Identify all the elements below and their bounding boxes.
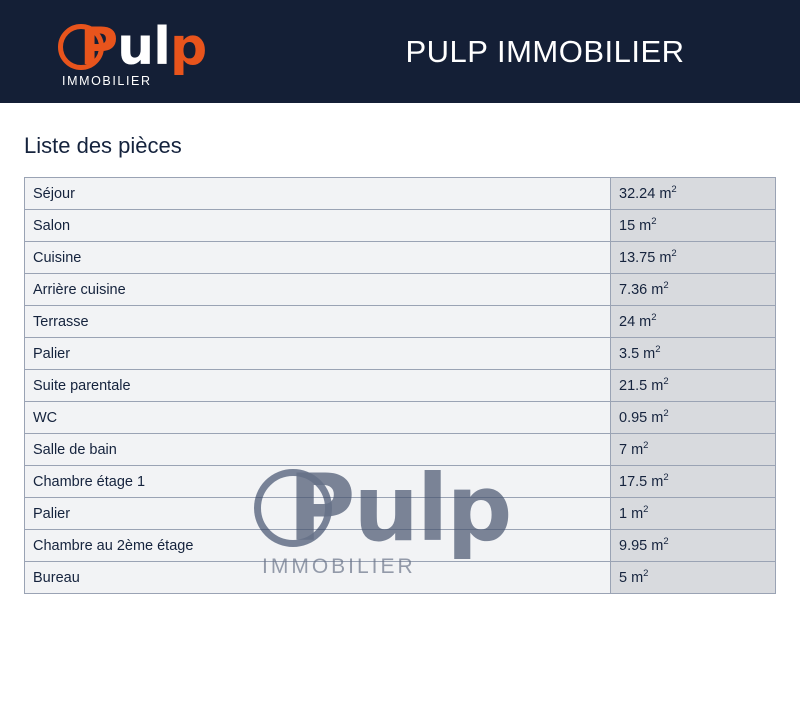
room-area-value: 3.5 m: [619, 345, 656, 362]
room-area-cell: [611, 434, 776, 466]
room-area-unit-exponent: 2: [655, 343, 661, 355]
room-area-cell: [611, 242, 776, 274]
room-area-cell: [611, 466, 776, 498]
room-name-cell: WC: [25, 402, 611, 434]
room-area-unit-exponent: 2: [651, 311, 657, 323]
room-name-cell: Arrière cuisine: [25, 274, 611, 306]
room-area-unit-exponent: 2: [643, 439, 649, 451]
watermark-letters-ul: ul: [353, 455, 447, 562]
room-name-cell: Salle de bain: [25, 434, 611, 466]
room-area-value: 32.24 m: [619, 185, 672, 202]
room-name-cell: Salon: [25, 210, 611, 242]
room-name-cell: Palier: [25, 338, 611, 370]
room-area-cell: [611, 306, 776, 338]
room-area-cell: [611, 370, 776, 402]
room-area-unit-exponent: 2: [651, 215, 657, 227]
table-row: [25, 530, 776, 562]
table-row: [25, 498, 776, 530]
room-name-cell: Bureau: [25, 562, 611, 594]
room-area-unit-exponent: 2: [671, 183, 677, 195]
watermark-letter-p: P: [288, 455, 354, 562]
room-area-unit-exponent: 2: [643, 567, 649, 579]
table-row: [25, 178, 776, 210]
table-row: [25, 434, 776, 466]
room-area-unit-exponent: 2: [663, 535, 669, 547]
room-area-unit-exponent: 2: [663, 471, 669, 483]
room-area-value: 9.95 m: [619, 537, 664, 554]
room-area-value: 5 m: [619, 569, 644, 586]
room-area-value: 17.5 m: [619, 473, 664, 490]
room-name-cell: Terrasse: [25, 306, 611, 338]
brand-logo: [0, 0, 250, 103]
rooms-table: [24, 177, 776, 594]
logo-letter-p-last: p: [169, 16, 207, 77]
room-name-cell: Chambre au 2ème étage: [25, 530, 611, 562]
rooms-table-body: [25, 178, 776, 594]
table-row: [25, 338, 776, 370]
room-area-value: 13.75 m: [619, 249, 672, 266]
table-row: [25, 562, 776, 594]
logo-wordmark: [80, 18, 206, 76]
watermark-subtitle: IMMOBILIER: [262, 555, 416, 578]
room-area-cell: [611, 562, 776, 594]
table-row: [25, 466, 776, 498]
room-area-value: 1 m: [619, 505, 644, 522]
room-name-cell: Suite parentale: [25, 370, 611, 402]
logo-subtitle: IMMOBILIER: [62, 73, 152, 88]
room-name-cell: Palier: [25, 498, 611, 530]
watermark-letter-p-last: p: [446, 455, 511, 562]
room-area-cell: [611, 402, 776, 434]
logo-letter-p: P: [80, 16, 118, 77]
room-name-cell: Séjour: [25, 178, 611, 210]
room-area-cell: [611, 530, 776, 562]
room-area-value: 0.95 m: [619, 409, 664, 426]
table-row: [25, 274, 776, 306]
room-area-value: 15 m: [619, 217, 652, 234]
room-area-value: 7 m: [619, 441, 644, 458]
room-area-cell: [611, 274, 776, 306]
room-area-value: 21.5 m: [619, 377, 664, 394]
header-title: PULP IMMOBILIER: [405, 33, 685, 69]
table-row: [25, 210, 776, 242]
page-header: [0, 0, 800, 103]
room-area-value: 7.36 m: [619, 281, 664, 298]
room-area-cell: [611, 178, 776, 210]
page-title: Liste des pièces: [24, 133, 182, 158]
room-name-cell: Cuisine: [25, 242, 611, 274]
table-row: [25, 306, 776, 338]
room-area-cell: [611, 210, 776, 242]
table-row: [25, 370, 776, 402]
room-area-cell: [611, 498, 776, 530]
room-area-value: 24 m: [619, 313, 652, 330]
room-area-unit-exponent: 2: [643, 503, 649, 515]
room-area-unit-exponent: 2: [663, 279, 669, 291]
room-name-cell: Chambre étage 1: [25, 466, 611, 498]
room-area-unit-exponent: 2: [663, 375, 669, 387]
logo-letters-ul: ul: [117, 16, 170, 77]
table-row: [25, 402, 776, 434]
document-content: [0, 133, 800, 594]
room-area-cell: [611, 338, 776, 370]
room-area-unit-exponent: 2: [663, 407, 669, 419]
table-row: [25, 242, 776, 274]
room-area-unit-exponent: 2: [671, 247, 677, 259]
